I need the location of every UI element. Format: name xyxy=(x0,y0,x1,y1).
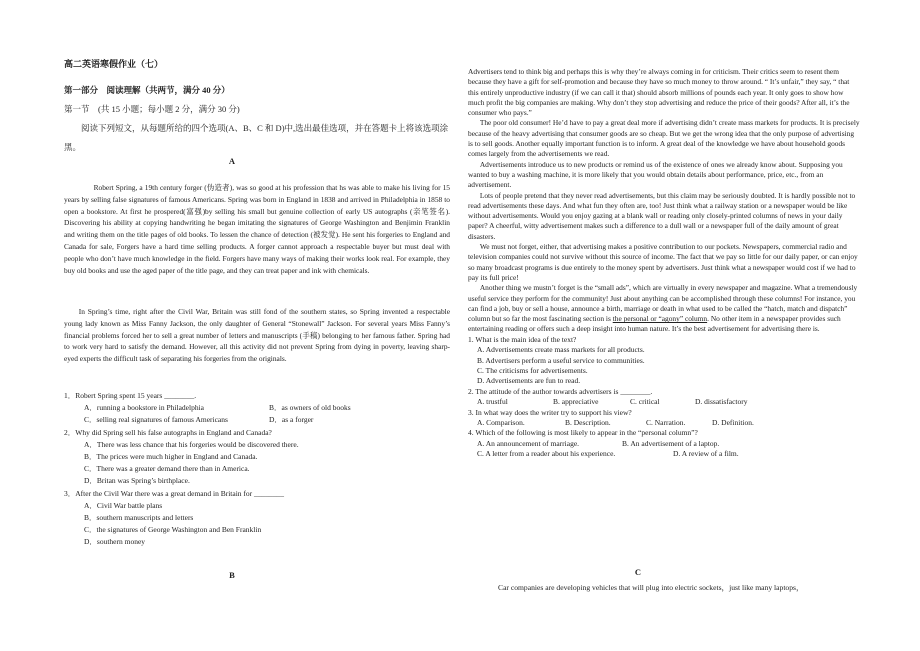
option-d[interactable]: D. A review of a film. xyxy=(673,449,739,459)
passage-a-paragraph-1: Robert Spring, a 19th century forger (伪造者), was so good at his profession that hs was able to make his living for 15 years by selling false signatures of famous Americans. Spring was born in England in 1838 and arrived in Philadelphia in 1858 to open a bookstore. At first he prospered(富强)by selling his small but genuine collection of early US autographs (亲笔签名). Discovering his ability at copying handwriting he began imitating the signatures of George Washington and Benjimin Franklin and writing them on the title pages of old books. To lessen the chance of detection (被发觉). He sent his forgeries to England and Canada for sale, Forgers have a hard time selling products. A forger cannot approach a respectable buyer but must deal with people who don’t have much knowledge in the field. Forgers have many ways of making their works look real. For example, they buy old books and use the aged paper of the title page, and they can treat paper and ink with chemicals. xyxy=(64,183,450,275)
option-b[interactable]: B．as owners of old books xyxy=(269,403,351,413)
option-row xyxy=(468,449,860,459)
option-a[interactable]: A．running a bookstore in Philadelphia xyxy=(84,403,204,413)
passage-a-letter: A xyxy=(228,156,236,166)
paragraph-6-text-b: . No other item in a newspaper provides such entertaining reading or offers such a deep insight into human nature. It’s the best advertisement for advertising there is. xyxy=(468,314,841,334)
question-a3 xyxy=(64,488,450,549)
question-b4 xyxy=(468,428,860,459)
passage-b-paragraph-6 xyxy=(468,283,860,334)
option-c[interactable]: C．There was a greater demand there than in America. xyxy=(84,464,250,474)
option-b[interactable]: B. Advertisers perform a useful service to communities. xyxy=(477,355,645,365)
passage-b-paragraph-4: Lots of people pretend that they never read advertisements, but this claim may be seriously doubted. It is hardly possible not to read advertisements these days. And what fun they often are, too! Just think what a railway station or a newspaper would be like without advertisements. Would you enjoy gazing at a blank wall or reading only closely-printed columns of news in your daily paper? A cheerful, witty advertisement makes such a difference to a dull wall or a newspaper full of the daily amount of great disasters. xyxy=(468,190,856,241)
question-stem: 2．Why did Spring sell his false autographs in England and Canada? xyxy=(64,427,272,437)
passage-b-paragraph-3: Advertisements introduce us to new products or remind us of the existence of ones we already know about. Supposing you wanted to buy a washing machine, it is more likely that you would obtain details about performance, price, etc., from an advertisement. xyxy=(468,159,843,190)
question-stem: 2. The attitude of the author towards advertisers is ________. xyxy=(468,386,653,396)
option-a[interactable]: A. An announcement of marriage. xyxy=(477,438,580,448)
question-a1 xyxy=(64,390,450,427)
passage-b-paragraph-5: We must not forget, either, that advertising makes a positive contribution to our pockets. Newspapers, commercial radio and television companies could not survive without this source of income. The fact that we pay so little for our daily paper, or can enjoy so many broadcast programs is due entirely to the money spent by advertisers. Just think what a newspaper would cost if we had to pay its full price! xyxy=(468,242,858,282)
option-b[interactable]: B. Description. xyxy=(565,417,611,427)
option-d[interactable]: D. Advertisements are fun to read. xyxy=(477,376,581,386)
option-d[interactable]: D．as a forger xyxy=(269,415,314,425)
question-stem: 3．After the Civil War there was a great demand in Britain for ________ xyxy=(64,488,285,498)
option-b[interactable]: B. An advertisement of a laptop. xyxy=(622,438,720,448)
passage-c-paragraph-1: Car companies are developing vehicles that will plug into electric sockets，just like many laptops， xyxy=(498,583,804,592)
option-d[interactable]: D. Definition. xyxy=(712,417,754,427)
option-d[interactable]: D．Britan was Spring’s birthplace. xyxy=(84,476,190,486)
question-stem: 4. Which of the following is most likely to appear in the “personal column”? xyxy=(468,428,698,438)
passage-c-letter: C xyxy=(634,567,642,577)
passage-b-letter: B xyxy=(229,570,235,580)
option-row xyxy=(468,439,860,449)
question-b2 xyxy=(468,387,860,408)
option-a[interactable]: A．There was less chance that his forgeries would be discovered there. xyxy=(84,439,299,449)
passage-a-paragraph-2: In Spring’s time, right after the Civil War, Britain was still fond of the southern states, so Spring invented a respectable young lady known as Miss Fanny Jackson, the only daughter of General “Stonewall” Jackson. For several years Miss Fanny’s financial problems forced her to sell a great number of letters and manuscripts (手稿) belonging to her famous father. Spring had to work very hard to satisfy the demand. However, all this activity did not prevent Spring from dying in poverty, leaving sharp-eyed experts the difficult task of separating his forgeries from the originals. xyxy=(64,307,450,364)
option-d[interactable]: D. dissatisfactory xyxy=(695,397,748,407)
option-c[interactable]: C. critical xyxy=(630,397,660,407)
question-b1 xyxy=(468,335,860,387)
passage-b-paragraph-2: The poor old consumer! He’d have to pay a great deal more if advertising didn’t create mass markets for products. It is precisely because of the heavy advertising that consumer goods are so cheap. But we get the wrong idea that the only purpose of advertising is to sell goods. Another equally important function is to inform. A great deal of the knowledge we have about household goods comes largely from the advertisements we read. xyxy=(468,118,860,159)
option-a[interactable]: A. Comparison. xyxy=(477,417,525,427)
option-b[interactable]: B．The prices were much higher in England and Canada. xyxy=(84,452,258,462)
option-row xyxy=(64,414,450,426)
question-a2 xyxy=(64,427,450,488)
instructions: 阅读下列短文，从每题所给的四个选项(A、B、C 和 D)中,选出最佳选项，并在答题卡上将该选项涂黑。 xyxy=(64,123,449,152)
option-a[interactable]: A. Advertisements create mass markets for all products. xyxy=(477,345,645,355)
worksheet-title: 高二英语寒假作业（七） xyxy=(64,59,164,69)
option-c[interactable]: C．the signatures of George Washington and Ben Franklin xyxy=(84,525,262,535)
option-row xyxy=(64,402,450,414)
part1-heading: 第一部分 阅读理解（共两节，满分 40 分） xyxy=(64,85,230,95)
option-c[interactable]: C. A letter from a reader about his experience. xyxy=(477,449,616,459)
question-stem: 1．Robert Spring spent 15 years ________. xyxy=(64,391,197,400)
passage-b-paragraph-1: Advertisers tend to think big and perhaps this is why they’re always coming in for criticism. Their critics seem to resent them because they have a gift for self-promotion and because they have so much money to throw around. “ It’s unfair,” they say, “ that this entirely unproductive industry (if we can call it that) should absorb millions of pounds each year. It only goes to show how much profit the big companies are making. Why don’t they stop advertising and reduce the price of their goods? After all, it’s the consumer who pays.” xyxy=(468,67,850,118)
option-d[interactable]: D．southern money xyxy=(84,537,146,547)
question-stem: 3. In what way does the writer try to support his view? xyxy=(468,407,632,417)
option-b[interactable]: B．southern manuscripts and letters xyxy=(84,513,194,523)
section1-heading: 第一节 (共 15 小题；每小题 2 分，满分 30 分) xyxy=(64,104,240,114)
option-c[interactable]: C. Narration. xyxy=(646,417,686,427)
passage-a-questions xyxy=(64,390,450,549)
paragraph-6-text-a: Another thing we mustn’t forget is the “small ads”, which are virtually in every newspaper and magazine. What a tremendously useful service they perform for the community! Just about anything can be accomplished through these columns! For instance, you can find a job, buy or sell a house, announce a birth, marriage or death in what used to be called the “hatch, match and dispatch” column but so far the most fascinating section is xyxy=(468,283,858,324)
option-a[interactable]: A．Civil War battle plans xyxy=(84,500,163,510)
option-row xyxy=(468,397,860,407)
personal-column-underlined: the personal or “agony” column xyxy=(612,314,708,324)
option-a[interactable]: A. trustful xyxy=(477,397,508,407)
option-row xyxy=(468,418,860,428)
option-c[interactable]: C. The criticisms for advertisements. xyxy=(477,365,588,375)
option-b[interactable]: B. appreciative xyxy=(553,397,599,407)
passage-b-body xyxy=(468,67,860,460)
question-b3 xyxy=(468,408,860,429)
option-c[interactable]: C．selling real signatures of famous Americans xyxy=(84,415,228,425)
question-stem: 1. What is the main idea of the text? xyxy=(468,334,577,344)
